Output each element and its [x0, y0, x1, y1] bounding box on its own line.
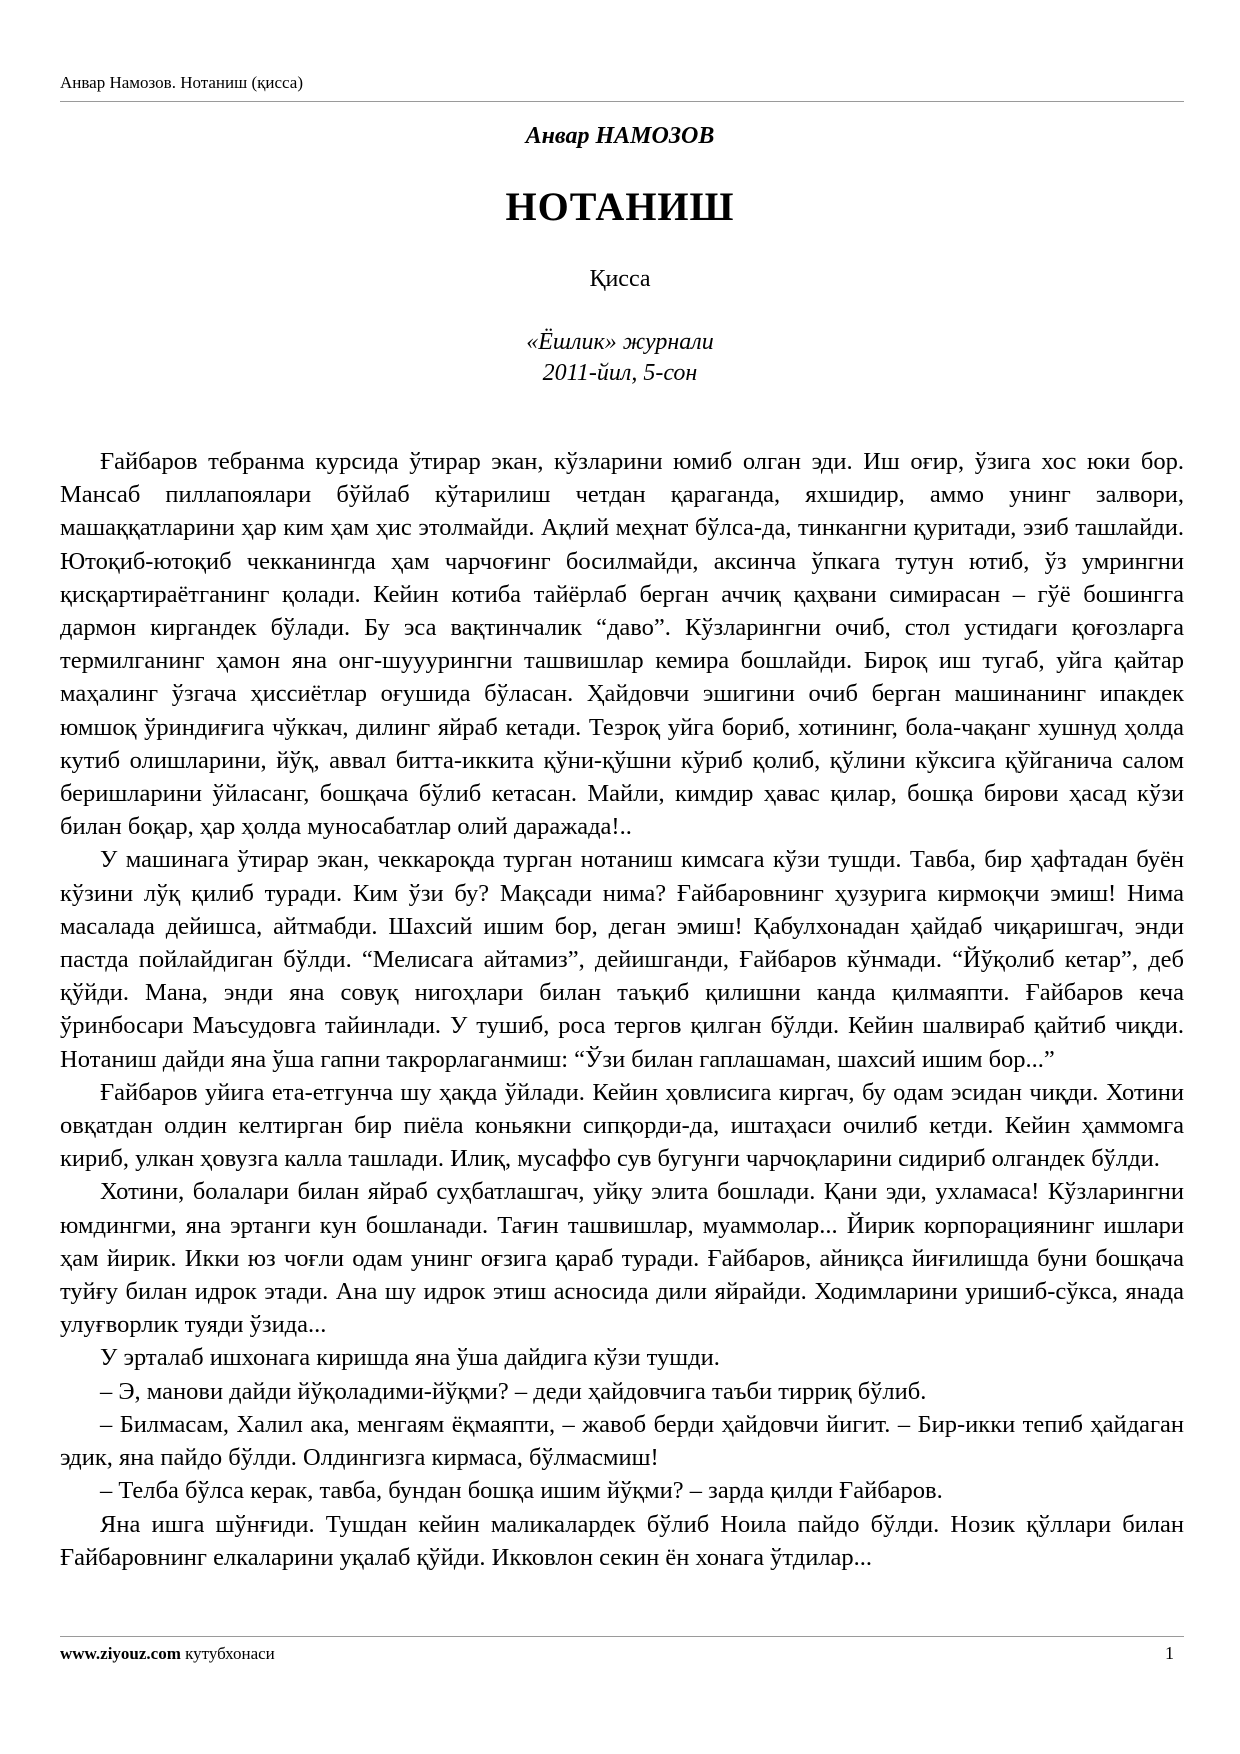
paragraph: Хотини, болалари билан яйраб суҳбатлашгач, уйқу элита бошлади. Қани эди, ухламаса! Кўзларингни юмдингми, яна эртанги кун бошланади. Тағин ташвишлар, муаммолар... Йирик корпорациянинг ишлари ҳам йирик. Икки юз чоғли одам унинг оғзига қараб туради. Ғайбаров, айниқса йиғилишда буни бошқача туйғу билан идрок этади. Ана шу идрок этиш асносида дили яйрайди. Ходимларини уришиб-сўкса, янада улуғворлик туяди ўзида... — [60, 1178, 1184, 1339]
paragraph: – Билмасам, Халил ака, менгаям ёқмаяпти, – жавоб берди ҳайдовчи йигит. – Бир-икки тепиб ҳайдаган эдик, яна пайдо бўлди. Олдингизга кирмаса, бўлмасмиш! — [60, 1410, 1184, 1472]
page-number: 1 — [1165, 1643, 1174, 1663]
author-name: Анвар НАМОЗОВ — [525, 123, 715, 149]
paragraph: Ғайбаров уйига ета-етгунча шу ҳақда ўйлади. Кейин ҳовлисига киргач, бу одам эсидан чиқди. Хотини овқатдан олдин келтирган бир пиёла коньякни сипқорди-да, иштаҳаси очилиб кетди. Кейин ҳаммомга кириб, улкан ҳовузга калла ташлади. Илиқ, мусаффо сув бугунги чарчоқларини сидириб олгандек бўлди. — [60, 1078, 1184, 1173]
publication-source — [0, 327, 1240, 389]
header-divider — [60, 101, 1184, 102]
genre-label: Қисса — [589, 266, 651, 292]
paragraph: Ғайбаров тебранма курсида ўтирар экан, кўзларини юмиб олган эди. Иш оғир, ўзига хос юки бор. Мансаб пиллапоялари бўйлаб кўтарилиш четдан қараганда, яхшидир, аммо унинг залвори, машаққатларини ҳар ким ҳам ҳис этолмайди. Ақлий меҳнат бўлса-да, тинкангни қуритади, эзиб ташлайди. Ютоқиб-ютоқиб чекканингда ҳам чарчоғинг босилмайди, аксинча ўпкага тутун ютиб, ўз умрингни қисқартираётганинг қолади. Кейин котиба тайёрлаб берган аччиқ қаҳвани симирасан – гўё бошингга дармон киргандек бўлади. Бу эса вақтинчалик “даво”. Кўзларингни очиб, стол устидаги қоғозларга термилганинг ҳамон яна онг-шууурингни ташвишлар кемира бошлайди. Бироқ иш тугаб, уйга қайтар маҳалинг ўзгача ҳиссиётлар оғушида бўласан. Ҳайдовчи эшигини очиб берган машинанинг ипакдек юмшоқ ўриндиғига чўккач, дилинг яйраб кетади. Тезроқ уйга бориб, хотининг, бола-чақанг хушнуд ҳолда кутиб олишларини, йўқ, аввал битта-иккита қўни-қўшни кўриб қолиб, қўлини кўксига қўйганича салом беришларини ўйласанг, бошқача бўлиб кетасан. Майли, кимдир ҳавас қилар, бошқа бирови ҳасад кўзи билан боқар, ҳар ҳолда муносабатлар олий даражада!.. — [60, 448, 1184, 841]
body-text — [60, 445, 1184, 1574]
source-journal: «Ёшлик» журнали — [526, 329, 714, 355]
paragraph: У эрталаб ишхонага киришда яна ўша дайдига кўзи тушди. — [100, 1344, 720, 1372]
paragraph: – Телба бўлса керак, тавба, бундан бошқа ишим йўқми? – зарда қилди Ғайбаров. — [100, 1477, 943, 1505]
footer-library — [60, 1644, 275, 1664]
footer-library-label: кутубхонаси — [185, 1644, 275, 1663]
footer-divider — [60, 1636, 1184, 1637]
running-header: Анвар Намозов. Нотаниш (қисса) — [60, 73, 303, 92]
paragraph: – Э, манови дайди йўқоладими-йўқми? – деди ҳайдовчига таъби тирриқ бўлиб. — [100, 1377, 927, 1405]
document-title: НОТАНИШ — [505, 184, 735, 229]
footer-site-link[interactable]: www.ziyouz.com — [60, 1644, 181, 1663]
paragraph: Яна ишга шўнғиди. Тушдан кейин маликалардек бўлиб Ноила пайдо бўлди. Нозик қўллари билан Ғайбаровнинг елкаларини уқалаб қўйди. Икковлон секин ён хонага ўтдилар... — [60, 1510, 1184, 1571]
paragraph: У машинага ўтирар экан, чеккароқда турган нотаниш кимсага кўзи тушди. Тавба, бир ҳафтадан буён кўзини лўқ қилиб туради. Ким ўзи бу? Мақсади нима? Ғайбаровнинг ҳузурига кирмоқчи эмиш! Нима масалада дейишса, айтмабди. Шахсий ишим бор, деган эмиш! Қабулхонадан ҳайдаб чиқаришгач, энди пастда пойлайдиган бўлди. “Мелисага айтамиз”, дейишганди, Ғайбаров кўнмади. “Йўқолиб кетар”, деб қўйди. Мана, энди яна совуқ нигоҳлари билан таъқиб қилишни канда қилмаяпти. Ғайбаров кеча ўринбосари Маъсудовга тайинлади. У тушиб, роса тергов қилган бўлди. Кейин шалвираб қайтиб чиқди. Нотаниш дайди яна ўша гапни такрорлаганмиш: “Ўзи билан гаплашаман, шахсий ишим бор...” — [60, 846, 1184, 1073]
source-issue: 2011-йил, 5-сон — [542, 360, 698, 386]
